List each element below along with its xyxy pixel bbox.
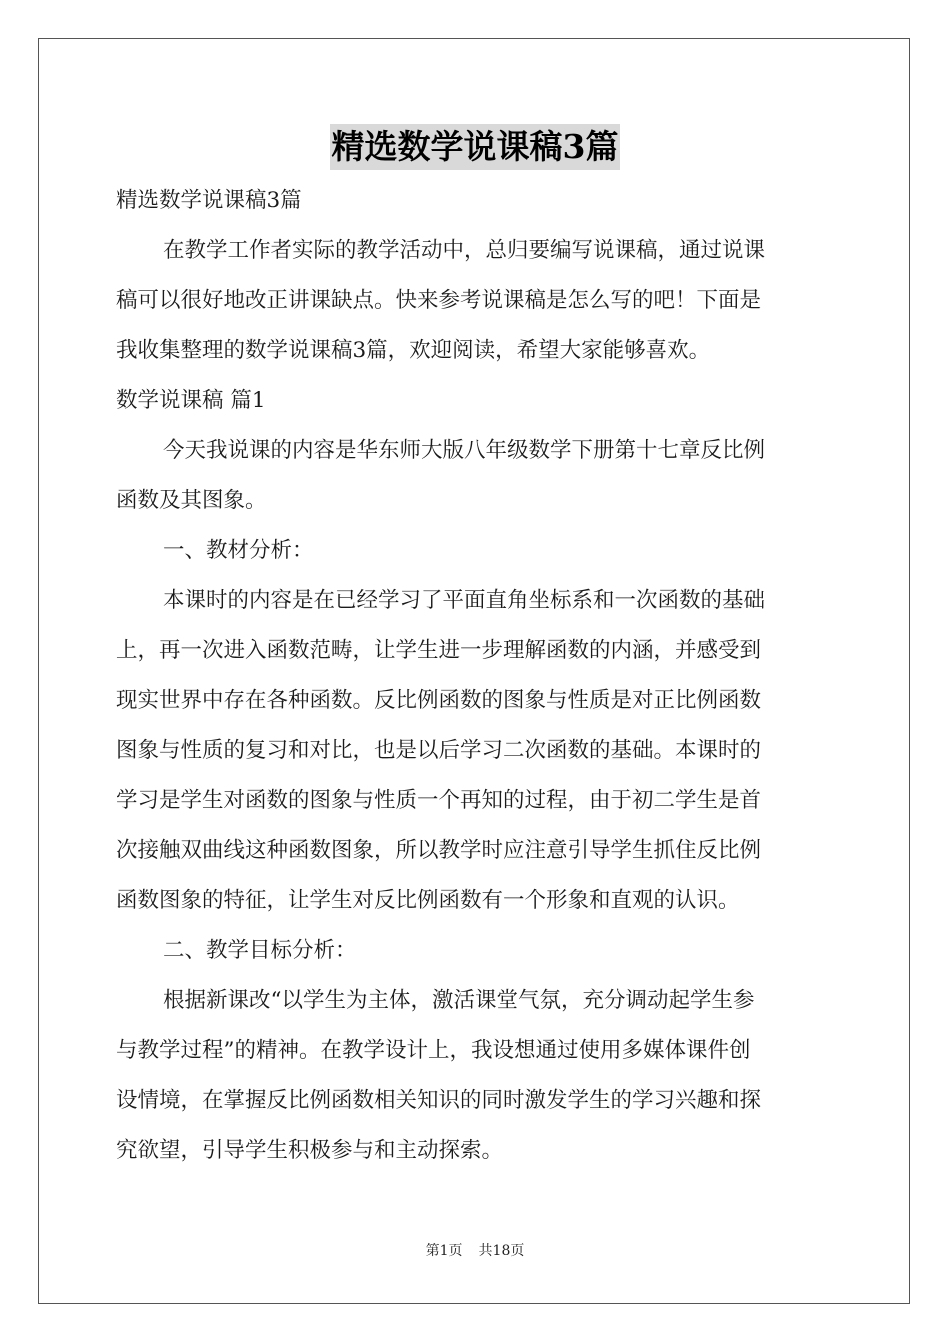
text-line: 学习是学生对函数的图象与性质一个再知的过程，由于初二学生是首	[116, 788, 762, 813]
document-title: 精选数学说课稿3篇	[330, 124, 621, 170]
text-line: 数学说课稿 篇1	[116, 388, 266, 413]
text-line: 精选数学说课稿3篇	[116, 188, 302, 213]
text-line: 究欲望，引导学生积极参与和主动探索。	[116, 1138, 504, 1163]
text-line: 上，再一次进入函数范畴，让学生进一步理解函数的内涵，并感受到	[116, 638, 762, 663]
page-total: 共18页	[478, 1243, 525, 1259]
text-line: 函数及其图象。	[116, 488, 267, 513]
text-line: 次接触双曲线这种函数图象，所以教学时应注意引导学生抓住反比例	[116, 838, 762, 863]
text-line: 根据新课改“以学生为主体，激活课堂气氛，充分调动起学生参	[163, 988, 755, 1013]
text-line: 稿可以很好地改正讲课缺点。快来参考说课稿是怎么写的吧！下面是	[116, 288, 762, 313]
text-line: 现实世界中存在各种函数。反比例函数的图象与性质是对正比例函数	[116, 688, 762, 713]
text-line: 二、教学目标分析：	[163, 938, 357, 963]
title-container	[0, 124, 950, 170]
page-footer	[0, 1241, 950, 1261]
text-line: 一、教材分析：	[163, 538, 314, 563]
text-line: 图象与性质的复习和对比，也是以后学习二次函数的基础。本课时的	[116, 738, 762, 763]
text-line: 本课时的内容是在已经学习了平面直角坐标系和一次函数的基础	[163, 588, 766, 613]
text-line: 今天我说课的内容是华东师大版八年级数学下册第十七章反比例	[163, 438, 766, 463]
text-line: 在教学工作者实际的教学活动中，总归要编写说课稿，通过说课	[163, 238, 766, 263]
document-body	[116, 176, 834, 1176]
text-line: 函数图象的特征，让学生对反比例函数有一个形象和直观的认识。	[116, 888, 740, 913]
text-line: 我收集整理的数学说课稿3篇，欢迎阅读，希望大家能够喜欢。	[116, 338, 711, 363]
page-number: 第1页	[425, 1243, 463, 1259]
text-line: 设情境，在掌握反比例函数相关知识的同时激发学生的学习兴趣和探	[116, 1088, 762, 1113]
text-line: 与教学过程”的精神。在教学设计上，我设想通过使用多媒体课件创	[116, 1038, 751, 1063]
